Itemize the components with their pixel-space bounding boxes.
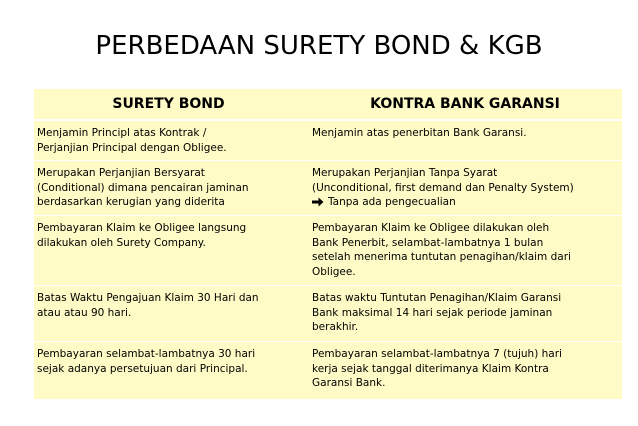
cell-line: Menjamin atas penerbitan Bank Garansi.	[312, 127, 527, 139]
cell-line: Bank Penerbit, selambat-lambatnya 1 bulan	[312, 236, 544, 249]
surety-bond-cell	[34, 342, 304, 376]
cell-line: atau atau 90 hari.	[37, 306, 132, 319]
arrow-bullet-text: Tanpa ada pengecualian	[328, 196, 456, 208]
table-row	[34, 215, 622, 285]
table-row	[34, 120, 622, 160]
cell-line: Perjanjian Principal dengan Obligee.	[37, 141, 227, 154]
comparison-table	[34, 89, 622, 399]
table-row	[34, 285, 622, 341]
cell-line: dilakukan oleh Surety Company.	[37, 236, 206, 249]
cell-line: Bank maksimal 14 hari sejak periode jaminan	[312, 306, 553, 319]
cell-line: Batas Waktu Pengajuan Klaim 30 Hari dan	[37, 292, 259, 304]
cell-line: (Unconditional, first demand dan Penalty System)	[312, 181, 574, 194]
cell-line: Merupakan Perjanjian Tanpa Syarat	[312, 167, 498, 179]
cell-line: kerja sejak tanggal diterimanya Klaim Kontra	[312, 362, 549, 375]
cell-line: setelah menerima tuntutan penagihan/klaim dari	[312, 251, 571, 263]
cell-line: Pembayaran Klaim ke Obligee langsung	[37, 222, 247, 234]
cell-line: Obligee.	[312, 265, 356, 278]
table-row	[34, 341, 622, 399]
table-row	[34, 160, 622, 215]
header-kontra-bank-garansi: KONTRA BANK GARANSI	[370, 96, 560, 112]
table-header-row	[34, 89, 622, 120]
cell-line: berdasarkan kerugian yang diderita	[37, 196, 225, 208]
kontra-bank-garansi-cell	[304, 161, 622, 210]
cell-line: Merupakan Perjanjian Bersyarat	[37, 167, 205, 179]
arrow-bullet-line	[312, 195, 618, 210]
cell-line: Menjamin Principl atas Kontrak /	[37, 127, 207, 139]
kontra-bank-garansi-cell	[304, 286, 622, 335]
cell-line: (Conditional) dimana pencairan jaminan	[37, 181, 249, 194]
cell-line: Batas waktu Tuntutan Penagihan/Klaim Garansi	[312, 292, 562, 304]
cell-line: sejak adanya persetujuan dari Principal.	[37, 362, 248, 375]
surety-bond-cell	[34, 286, 304, 320]
cell-line: Pembayaran Klaim ke Obligee dilakukan oleh	[312, 222, 550, 234]
kontra-bank-garansi-cell	[304, 342, 622, 391]
slide-title: PERBEDAAN SURETY BOND & KGB	[95, 31, 543, 61]
kontra-bank-garansi-cell	[304, 216, 622, 279]
surety-bond-cell	[34, 216, 304, 250]
cell-line: Garansi Bank.	[312, 377, 386, 389]
cell-line: berakhir.	[312, 321, 359, 333]
cell-line: Pembayaran selambat-lambatnya 7 (tujuh) hari	[312, 348, 562, 360]
kontra-bank-garansi-cell	[304, 121, 622, 141]
cell-line: Pembayaran selambat-lambatnya 30 hari	[37, 348, 256, 360]
right-arrow-icon	[312, 197, 324, 207]
header-surety-bond: SURETY BOND	[112, 96, 225, 112]
surety-bond-cell	[34, 161, 304, 210]
surety-bond-cell	[34, 121, 304, 155]
